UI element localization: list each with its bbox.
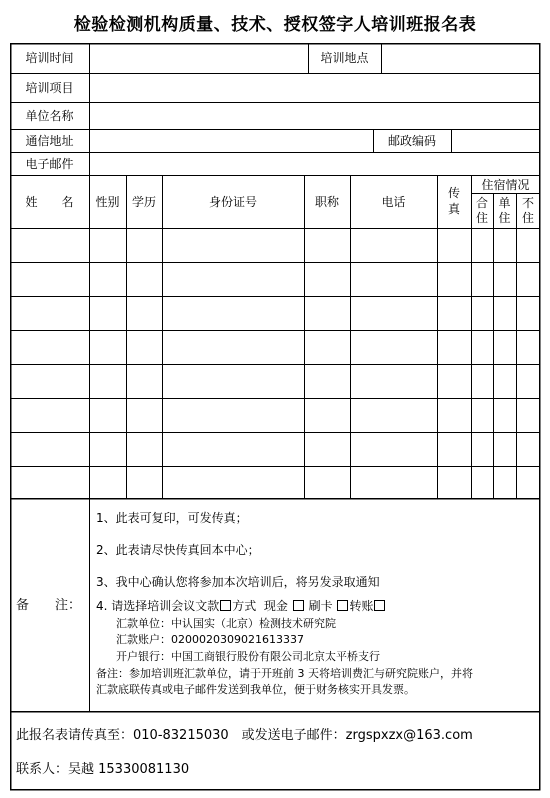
fax-email-line: 此报名表请传真至：010-83215030 或发送电子邮件：zrgspxzx@163.com — [16, 728, 473, 743]
email-label: 电子邮件 — [25, 157, 74, 171]
training-project-label: 培训项目 — [25, 81, 74, 95]
email-field[interactable] — [90, 153, 539, 175]
postal-code-label: 邮政编码 — [387, 134, 436, 148]
training-time-field[interactable] — [90, 44, 308, 73]
col-education: 学历 — [131, 195, 156, 209]
col-gender: 性别 — [95, 195, 120, 209]
unit-name-label: 单位名称 — [25, 109, 74, 123]
col-shared-2: 住 — [475, 211, 488, 225]
training-location-field[interactable] — [382, 44, 539, 73]
col-name: 姓 名 — [25, 195, 74, 209]
form-title: 检验检测机构质量、技术、授权签字人培训班报名表 — [73, 15, 477, 35]
account-line: 汇款账户：0200020309021613337 — [116, 633, 304, 646]
cash-label: 现金 — [263, 599, 288, 613]
note-line-2: 汇款底联传真或电子邮件发送到我单位，便于财务核实开具发票。 — [96, 683, 415, 696]
unit-name-field[interactable] — [90, 103, 539, 129]
transfer-label: 转账 — [349, 599, 374, 613]
col-fax-2: 真 — [447, 202, 460, 216]
col-single-2: 住 — [498, 211, 511, 225]
col-shared-1: 合 — [475, 196, 488, 210]
remarks-label: 备 注： — [16, 598, 82, 613]
card-label: 刷卡 — [308, 599, 333, 613]
col-none-1: 不 — [521, 196, 534, 210]
address-field[interactable] — [90, 130, 373, 152]
address-label: 通信地址 — [25, 134, 74, 148]
method-label: 方式 — [232, 599, 257, 613]
col-none-2: 住 — [521, 211, 534, 225]
col-fax-1: 传 — [447, 186, 460, 200]
training-project-field[interactable] — [90, 74, 539, 102]
col-lodging: 住宿情况 — [481, 178, 530, 192]
training-time-label: 培训时间 — [25, 51, 74, 65]
note-line-1: 备注：参加培训班汇款单位，请于开班前 3 天将培训费汇与研究院账户，并将 — [96, 667, 473, 680]
remark-item-2: 2、此表请尽快传真回本中心； — [96, 543, 260, 557]
bank-line: 开户银行：中国工商银行股份有限公司北京太平桥支行 — [116, 650, 380, 663]
training-location-label: 培训地点 — [320, 51, 369, 65]
transfer-checkbox[interactable] — [374, 600, 385, 611]
remark-item-4 — [96, 600, 386, 613]
contact-line: 联系人：吴越 15330081130 — [16, 762, 190, 777]
card-checkbox[interactable] — [337, 600, 348, 611]
col-phone: 电话 — [381, 195, 406, 209]
remark-item-1: 1、此表可复印，可发传真； — [96, 511, 248, 525]
postal-code-field[interactable] — [452, 130, 539, 152]
col-id-number: 身份证号 — [208, 195, 257, 209]
col-title: 职称 — [314, 195, 339, 209]
payee-line: 汇款单位：中认国实（北京）检测技术研究院 — [116, 617, 336, 630]
remark-item-4-prefix: 4. 请选择培训会议文款 — [96, 599, 220, 613]
remark-item-3: 3、我中心确认您将参加本次培训后，将另发录取通知 — [96, 575, 380, 589]
method-checkbox[interactable] — [220, 600, 231, 611]
cash-checkbox[interactable] — [293, 600, 304, 611]
col-single-1: 单 — [498, 196, 511, 210]
